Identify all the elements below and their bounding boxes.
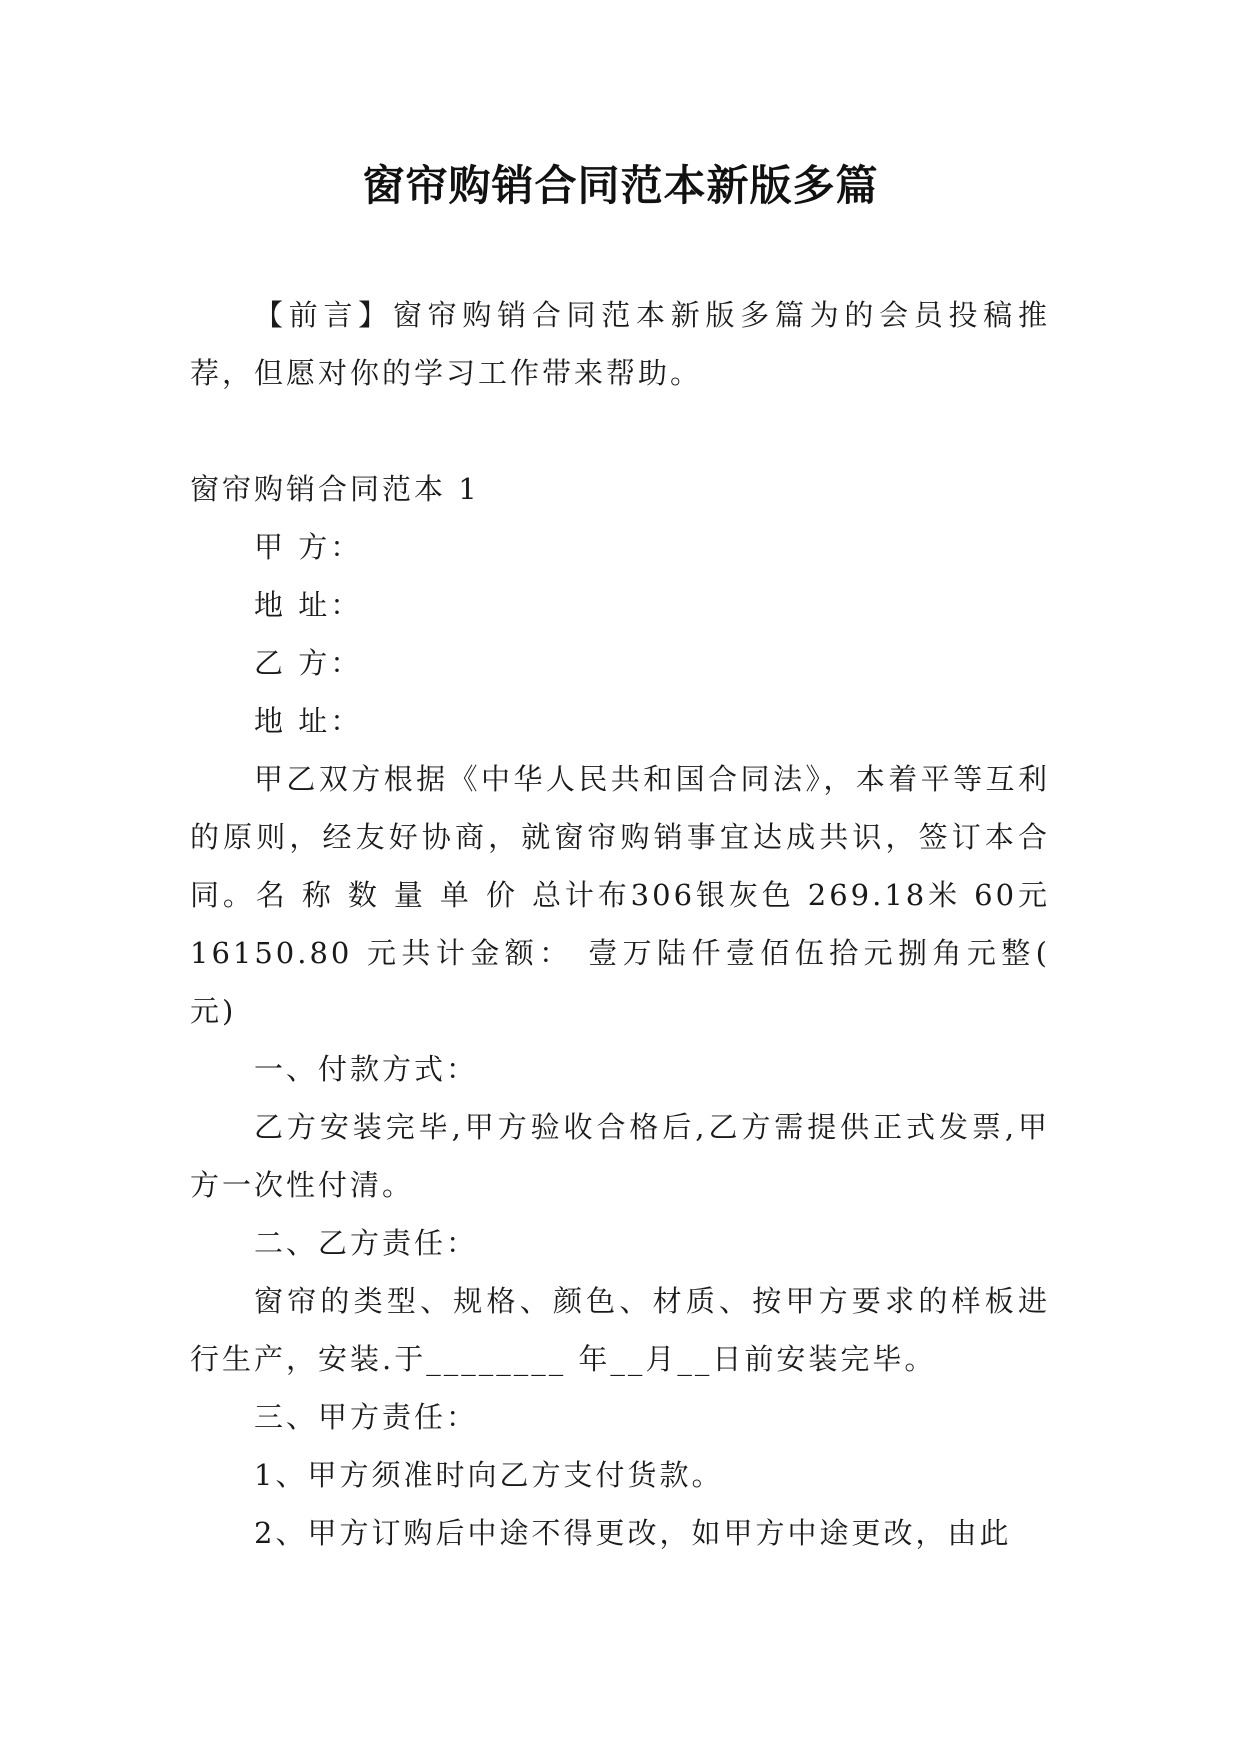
section-heading: 窗帘购销合同范本 1 — [190, 472, 480, 506]
address-b-line: 地 址： — [254, 704, 363, 738]
clause1-text: 乙方安装完毕,甲方验收合格后,乙方需提供正式发票,甲方一次性付清。 — [190, 1110, 1050, 1202]
clause3-item-1: 1、甲方须准时向乙方支付货款。 — [254, 1458, 724, 1492]
paragraph-spacer — [190, 402, 1050, 460]
document-body — [190, 286, 1050, 1562]
intro-paragraph: 甲乙双方根据《中华人民共和国合同法》，本着平等互利的原则，经友好协商，就窗帘购销事宜达成共识，签订本合同。名 称 数 量 单 价 总计布306银灰色 269.18米 60元 16150.80 元共计金额： 壹万陆仟壹佰伍拾元捌角元整( 元) — [190, 762, 1050, 1028]
party-a-line: 甲 方： — [254, 530, 363, 564]
clause2-heading: 二、乙方责任： — [254, 1226, 479, 1260]
clause3-heading: 三、甲方责任： — [254, 1400, 479, 1434]
clause3-item-2: 2、甲方订购后中途不得更改，如甲方中途更改，由此 — [254, 1516, 1012, 1550]
clause2-text: 窗帘的类型、规格、颜色、材质、按甲方要求的样板进行生产，安装.于________ 年__月__日前安装完毕。 — [190, 1284, 1050, 1376]
clause1-heading: 一、付款方式： — [254, 1052, 479, 1086]
address-a-line: 地 址： — [254, 588, 363, 622]
preface-paragraph: 【前言】窗帘购销合同范本新版多篇为的会员投稿推荐，但愿对你的学习工作带来帮助。 — [190, 298, 1050, 390]
party-b-line: 乙 方： — [254, 646, 363, 680]
document-title: 窗帘购销合同范本新版多篇 — [362, 161, 879, 210]
